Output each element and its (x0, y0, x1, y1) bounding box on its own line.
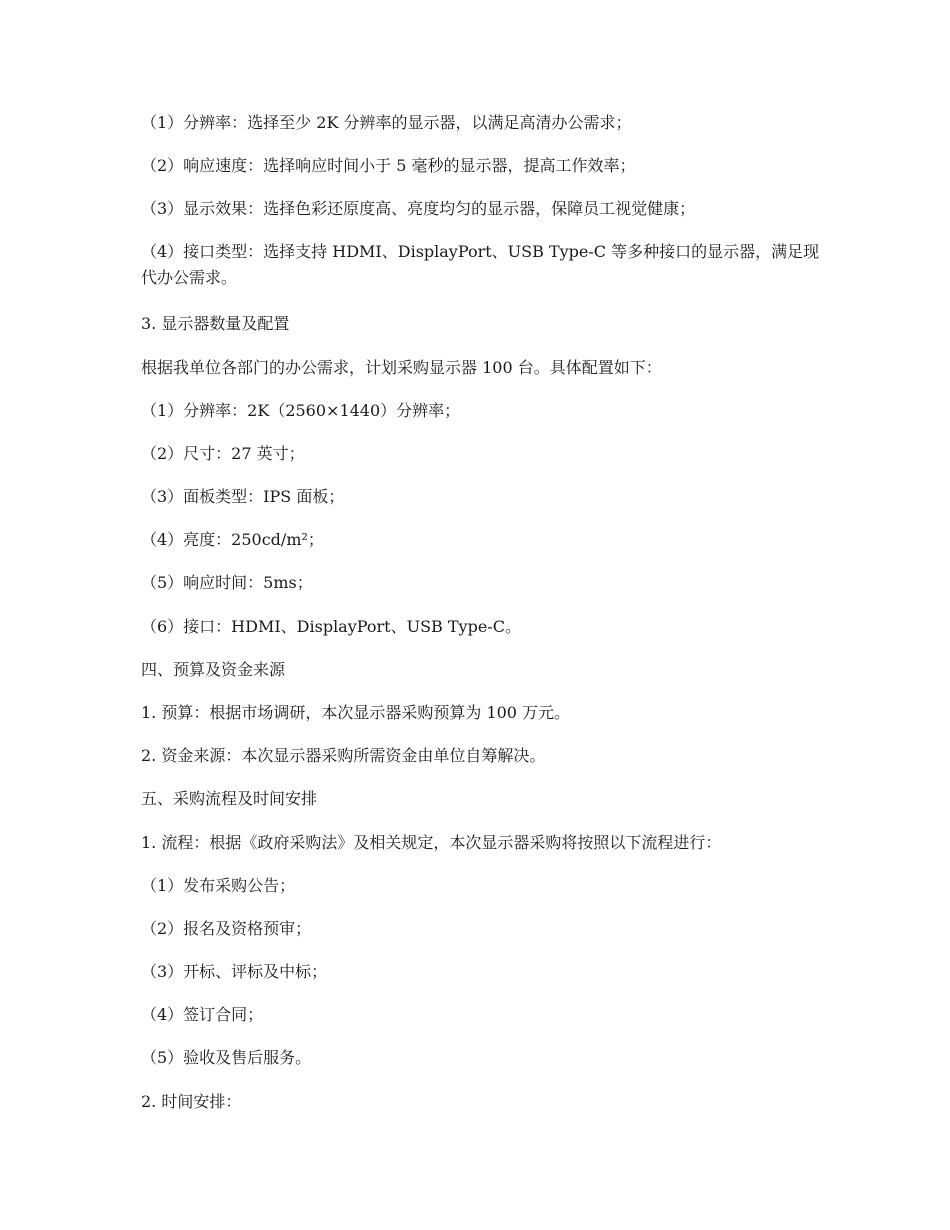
section-heading-procurement-process: 五、采购流程及时间安排 (141, 789, 318, 808)
process-step-registration: （2）报名及资格预审； (141, 919, 312, 938)
config-size: （2）尺寸：27 英寸； (141, 444, 305, 463)
config-resolution: （1）分辨率：2K（2560×1440）分辨率； (141, 401, 461, 420)
process-intro: 1. 流程：根据《政府采购法》及相关规定，本次显示器采购将按照以下流程进行： (141, 833, 722, 852)
process-step-acceptance: （5）验收及售后服务。 (141, 1048, 312, 1067)
section-heading-budget: 四、预算及资金来源 (141, 660, 286, 679)
budget-funding-source: 2. 资金来源：本次显示器采购所需资金由单位自筹解决。 (141, 746, 546, 765)
section-heading-quantity-config: 3. 显示器数量及配置 (141, 314, 290, 333)
spec-resolution-requirement: （1）分辨率：选择至少 2K 分辨率的显示器，以满足高清办公需求； (141, 113, 632, 132)
config-response-time: （5）响应时间：5ms； (141, 573, 313, 592)
config-panel-type: （3）面板类型：IPS 面板； (141, 487, 345, 506)
process-step-announcement: （1）发布采购公告； (141, 876, 296, 895)
schedule-heading: 2. 时间安排： (141, 1092, 242, 1111)
budget-amount: 1. 预算：根据市场调研，本次显示器采购预算为 100 万元。 (141, 703, 571, 722)
spec-interface-requirement: （4）接口类型：选择支持 HDMI、DisplayPort、USB Type-C 等多种接口的显示器，满足现代办公需求。 (141, 242, 820, 287)
config-brightness: （4）亮度：250cd/m²； (141, 530, 324, 549)
quantity-intro: 根据我单位各部门的办公需求，计划采购显示器 100 台。具体配置如下： (141, 358, 662, 377)
spec-display-effect-requirement: （3）显示效果：选择色彩还原度高、亮度均匀的显示器，保障员工视觉健康； (141, 199, 696, 218)
process-step-contract: （4）签订合同； (141, 1005, 264, 1024)
config-interface: （6）接口：HDMI、DisplayPort、USB Type-C。 (141, 617, 521, 636)
process-step-bidding: （3）开标、评标及中标； (141, 962, 328, 981)
spec-response-speed-requirement: （2）响应速度：选择响应时间小于 5 毫秒的显示器，提高工作效率； (141, 156, 636, 175)
